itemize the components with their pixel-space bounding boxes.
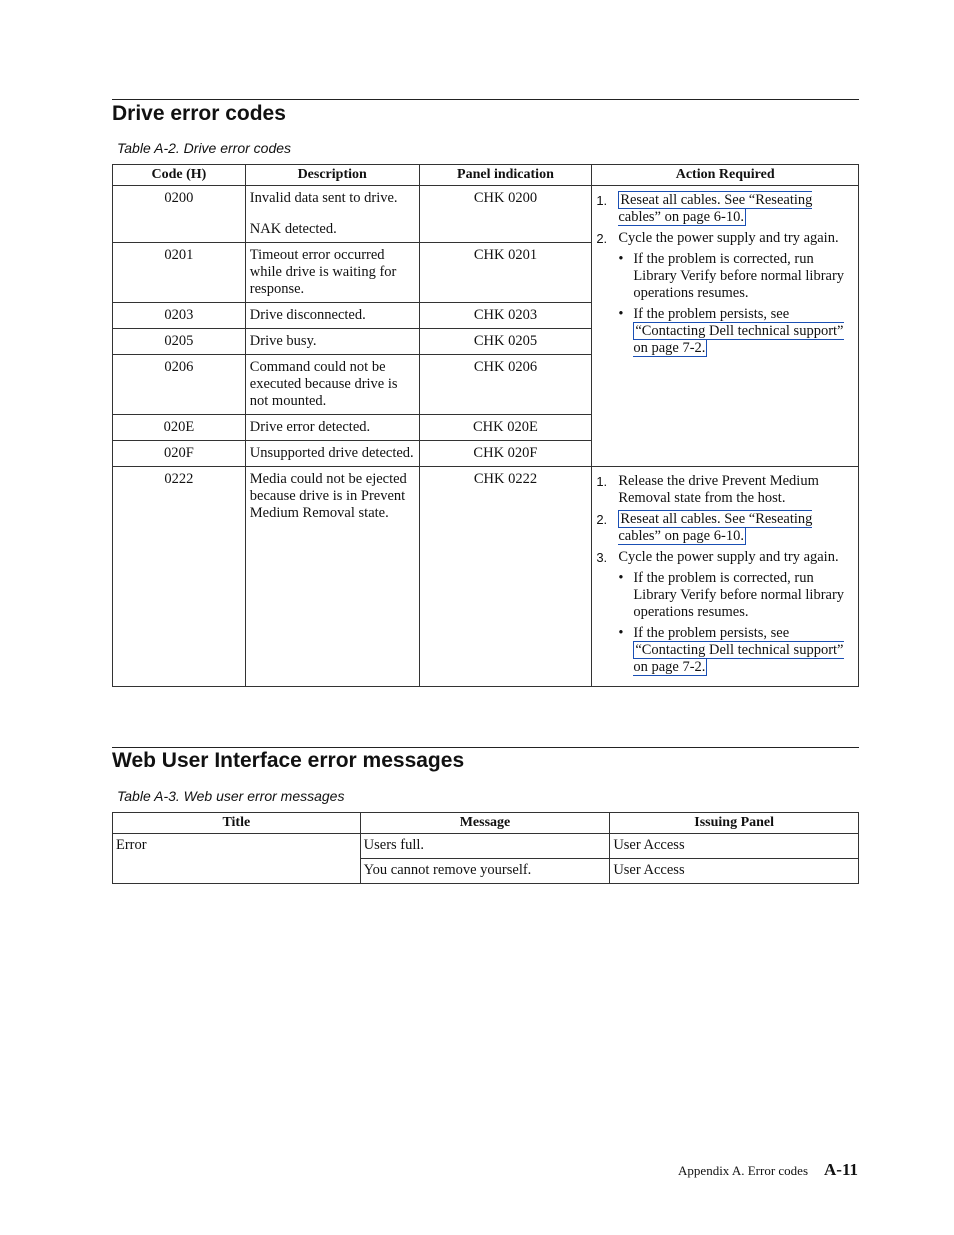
sub-item <box>618 251 854 302</box>
table-caption: Table A-2. Drive error codes <box>117 140 292 156</box>
action-steps <box>596 473 854 676</box>
panel-cell: CHK 0206 <box>419 355 592 415</box>
bullet-icon: • <box>618 570 624 586</box>
table-header-row <box>113 165 859 186</box>
description-cell: Timeout error occurred while drive is waiting for response. <box>245 243 419 303</box>
panel-cell: CHK 020F <box>419 441 592 467</box>
step-text: Cycle the power supply and try again. <box>618 230 839 246</box>
table-caption: Table A-3. Web user error messages <box>117 788 345 804</box>
description-cell: Media could not be ejected because drive is in Prevent Medium Removal state. <box>245 467 419 687</box>
panel-cell: CHK 020E <box>419 415 592 441</box>
sub-text: If the problem persists, see <box>633 306 790 322</box>
panel-cell: CHK 0201 <box>419 243 592 303</box>
code-cell: 0205 <box>113 329 246 355</box>
panel-cell: CHK 0222 <box>419 467 592 687</box>
column-header: Issuing Panel <box>610 813 859 834</box>
description-cell <box>245 186 419 243</box>
section-heading-web-ui-errors: Web User Interface error messages <box>112 749 465 772</box>
web-user-error-table <box>112 812 859 884</box>
column-header: Code (H) <box>113 165 246 186</box>
panel-cell: CHK 0203 <box>419 303 592 329</box>
sub-list <box>618 570 854 676</box>
issuing-panel-cell: User Access <box>610 859 859 884</box>
description-cell: Drive busy. <box>245 329 419 355</box>
message-cell: You cannot remove yourself. <box>360 859 610 884</box>
action-steps <box>596 192 854 357</box>
sub-item <box>618 306 854 357</box>
step-number: 3. <box>596 550 608 565</box>
description-text: NAK detected. <box>249 221 337 237</box>
description-text: Invalid data sent to drive. <box>249 190 398 206</box>
description-cell: Unsupported drive detected. <box>245 441 419 467</box>
code-cell: 0201 <box>113 243 246 303</box>
table-row <box>113 834 859 859</box>
reseating-cables-link[interactable]: “Reseating cables” on page 6-10. <box>618 192 813 225</box>
sub-text: If the problem persists, see <box>633 625 790 641</box>
column-header: Action Required <box>592 165 859 186</box>
column-header: Message <box>360 813 610 834</box>
panel-cell: CHK 0200 <box>419 186 592 243</box>
code-cell: 0203 <box>113 303 246 329</box>
footer-text: Appendix A. Error codes <box>678 1163 808 1178</box>
panel-cell: CHK 0205 <box>419 329 592 355</box>
step-text: Cycle the power supply and try again. <box>618 549 839 565</box>
message-cell: Users full. <box>360 834 610 859</box>
column-header: Description <box>245 165 419 186</box>
description-cell: Command could not be executed because drive is not mounted. <box>245 355 419 415</box>
sub-text: If the problem is corrected, run Library Verify before normal library operations resumes. <box>633 251 845 301</box>
sub-text: If the problem is corrected, run Library Verify before normal library operations resumes. <box>633 570 845 620</box>
step-number: 1. <box>596 193 608 208</box>
action-step <box>596 549 854 676</box>
action-step <box>596 511 854 545</box>
action-cell <box>592 186 859 467</box>
issuing-panel-cell: User Access <box>610 834 859 859</box>
column-header: Title <box>113 813 361 834</box>
step-text: Release the drive Prevent Medium Removal state from the host. <box>618 473 819 506</box>
page-number: A-11 <box>824 1160 858 1179</box>
step-text: Reseat all cables. See <box>620 192 749 208</box>
sub-item <box>618 570 854 621</box>
contacting-dell-link[interactable]: “Contacting Dell technical support” on page 7-2. <box>633 323 844 356</box>
section-rule <box>112 99 859 100</box>
step-number: 2. <box>596 512 608 527</box>
bullet-icon: • <box>618 306 624 322</box>
action-step <box>596 473 854 507</box>
step-number: 1. <box>596 474 608 489</box>
code-cell: 020F <box>113 441 246 467</box>
table-row <box>113 186 859 243</box>
sub-item <box>618 625 854 676</box>
bullet-icon: • <box>618 625 624 641</box>
code-cell: 020E <box>113 415 246 441</box>
action-step <box>596 230 854 357</box>
code-cell: 0206 <box>113 355 246 415</box>
action-step <box>596 192 854 226</box>
page-footer <box>678 1160 858 1180</box>
step-number: 2. <box>596 231 608 246</box>
description-cell: Drive disconnected. <box>245 303 419 329</box>
drive-error-codes-table <box>112 164 859 687</box>
description-cell: Drive error detected. <box>245 415 419 441</box>
contacting-dell-link[interactable]: “Contacting Dell technical support” on page 7-2. <box>633 642 844 675</box>
code-cell: 0222 <box>113 467 246 687</box>
step-text: Reseat all cables. See <box>620 511 749 527</box>
code-cell: 0200 <box>113 186 246 243</box>
table-header-row <box>113 813 859 834</box>
title-cell: Error <box>113 834 361 884</box>
bullet-icon: • <box>618 251 624 267</box>
sub-list <box>618 251 854 357</box>
section-rule <box>112 747 859 748</box>
column-header: Panel indication <box>419 165 592 186</box>
table-row <box>113 467 859 687</box>
reseating-cables-link[interactable]: “Reseating cables” on page 6-10. <box>618 511 813 544</box>
action-cell <box>592 467 859 687</box>
section-heading-drive-error-codes: Drive error codes <box>112 102 286 125</box>
